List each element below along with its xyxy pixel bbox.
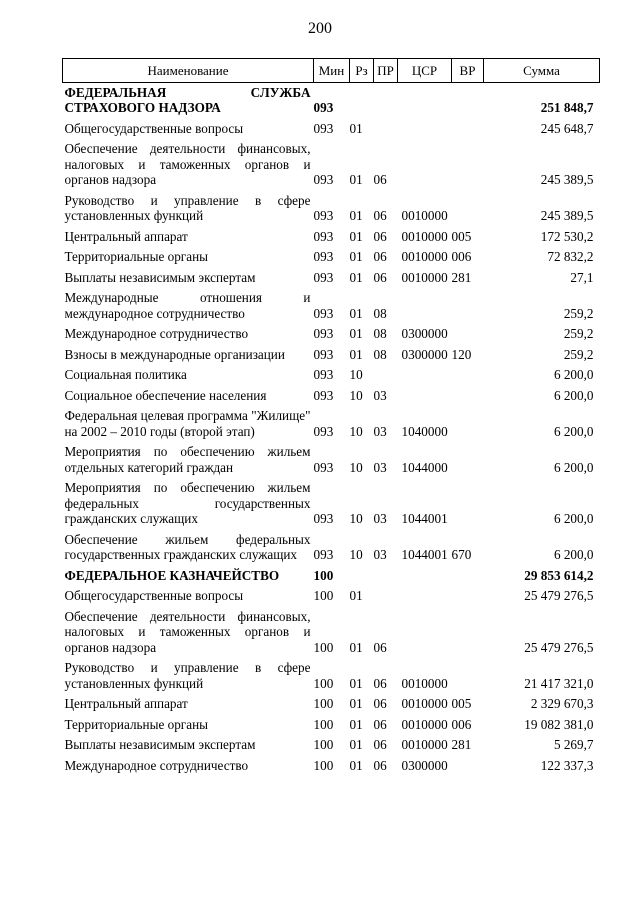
cell-vr [452,324,484,345]
cell-min: 100 [313,639,334,655]
cell-vr [452,442,484,478]
cell-rz: 01 [349,120,363,136]
cell-rz: 01 [349,737,363,752]
cell-min: 093 [313,367,334,382]
cell-vr [452,82,484,119]
cell-pr: 06 [373,737,387,752]
table-row [63,478,600,530]
cell-name: Мероприятия по обеспечению жильем отдельных категорий граждан [64,444,311,475]
cell-sum: 172 530,2 [540,228,594,244]
cell-rz: 01 [349,696,363,711]
cell-pr: 06 [373,696,387,711]
cell-csr: 0300000 [401,757,448,773]
cell-pr: 03 [373,459,387,475]
cell-name: Обеспечение деятельности финансовых, налоговых и таможенных органов и органов надзора [64,608,311,655]
cell-rz: 01 [349,249,363,264]
cell-vr [452,607,484,659]
cell-csr: 0010000 [401,249,448,264]
cell-min: 100 [313,567,334,583]
cell-rz: 01 [349,269,363,285]
table-row [63,227,600,248]
cell-csr [398,586,452,607]
cell-sum: 245 389,5 [540,208,594,223]
cell-rz: 01 [349,757,363,773]
cell-name: Социальное обеспечение населения [64,387,267,403]
cell-name: Территориальные органы [64,249,208,264]
cell-vr [452,566,484,587]
cell-pr: 06 [373,675,387,691]
cell-min: 093 [313,228,334,244]
cell-pr [374,119,398,140]
cell-vr [452,386,484,407]
cell-min: 100 [313,757,334,773]
cell-rz: 01 [349,346,363,362]
cell-rz: 10 [349,547,363,562]
cell-min: 100 [313,716,334,732]
cell-min: 093 [313,269,334,285]
cell-pr: 06 [373,269,387,285]
cell-min: 093 [313,100,334,115]
cell-vr [452,119,484,140]
table-row [63,386,600,407]
cell-pr [374,365,398,386]
cell-pr: 03 [373,547,387,562]
cell-rz: 10 [349,511,363,526]
cell-rz [350,82,374,119]
cell-sum: 259,2 [563,305,594,321]
cell-min: 093 [313,249,334,264]
cell-sum: 6 200,0 [553,511,594,526]
table-row [63,756,600,777]
cell-vr: 120 [451,346,472,362]
cell-min: 093 [313,459,334,475]
cell-name: Обеспечение деятельности финансовых, налоговых и таможенных органов и органов надзора [64,141,311,187]
cell-vr: 281 [451,737,472,752]
cell-csr: 1040000 [401,423,448,439]
table-row [63,658,600,694]
cell-min: 100 [313,737,334,752]
cell-sum: 6 200,0 [553,459,594,475]
header-sum: Сумма [484,59,600,83]
cell-rz: 01 [349,675,363,691]
cell-rz: 10 [349,387,363,403]
cell-vr: 006 [451,249,472,264]
cell-sum: 21 417 321,0 [524,675,594,691]
cell-pr: 06 [373,757,387,773]
cell-sum: 6 200,0 [553,547,594,562]
cell-sum: 259,2 [563,346,594,362]
cell-vr: 005 [451,696,472,711]
cell-pr: 06 [373,172,387,187]
table-row [63,268,600,289]
table-row [63,119,600,140]
cell-name: Территориальные органы [64,716,208,732]
cell-rz: 01 [349,326,363,341]
cell-vr [452,288,484,324]
table-row [63,365,600,386]
cell-csr: 1044001 [401,511,448,526]
cell-pr: 06 [373,228,387,244]
header-min: Мин [314,59,350,83]
cell-min: 093 [313,120,334,136]
cell-min: 100 [313,675,334,691]
cell-vr [452,478,484,530]
cell-csr [398,365,452,386]
cell-name: Взносы в международные организации [64,346,285,362]
cell-sum: 6 200,0 [553,387,594,403]
cell-min: 093 [313,423,334,439]
cell-pr: 06 [373,716,387,732]
cell-rz: 01 [349,588,363,603]
cell-sum: 259,2 [563,326,594,341]
cell-vr [452,365,484,386]
cell-rz: 01 [349,208,363,223]
table-body [63,82,600,776]
header-vr: ВР [452,59,484,83]
cell-min: 100 [313,588,334,603]
table-row [63,139,600,191]
cell-min: 093 [313,326,334,341]
cell-sum: 72 832,2 [547,249,594,264]
cell-name: Мероприятия по обеспечению жильем федеральных государственных гражданских служащих [64,480,311,526]
cell-csr: 0010000 [401,675,448,691]
cell-pr [374,586,398,607]
table-row [63,607,600,659]
cell-pr: 03 [373,423,387,439]
cell-name: Общегосударственные вопросы [64,120,244,136]
header-name: Наименование [63,59,314,83]
cell-min: 093 [313,172,334,187]
cell-sum: 6 200,0 [553,367,594,382]
cell-pr: 08 [373,346,387,362]
cell-csr [398,82,452,119]
table-row [63,586,600,607]
cell-pr: 06 [373,249,387,264]
table-row [63,694,600,715]
cell-name: Международное сотрудничество [64,326,249,341]
table-row [63,442,600,478]
cell-rz: 01 [349,228,363,244]
cell-sum: 2 329 670,3 [530,696,594,711]
cell-pr [374,82,398,119]
cell-sum: 29 853 614,2 [524,567,594,583]
header-pr: ПР [374,59,398,83]
cell-vr: 006 [451,716,472,732]
cell-sum: 19 082 381,0 [524,716,594,732]
cell-vr: 670 [451,547,472,562]
table-row [63,345,600,366]
table-header [63,59,600,83]
cell-min: 093 [313,305,334,321]
cell-name: Выплаты независимым экспертам [64,737,256,752]
cell-csr: 0010000 [401,269,448,285]
cell-min: 100 [313,696,334,711]
cell-name: Центральный аппарат [64,228,188,244]
cell-sum: 27,1 [570,269,594,285]
cell-name: Международное сотрудничество [64,757,249,773]
cell-name: Социальная политика [64,367,187,382]
cell-rz [350,566,374,587]
table-row [63,406,600,442]
table-row-section [63,82,600,119]
table-row [63,715,600,736]
cell-pr: 03 [373,511,387,526]
cell-vr: 281 [451,269,472,285]
table-row [63,191,600,227]
table-row [63,530,600,566]
cell-sum: 6 200,0 [553,423,594,439]
cell-csr [398,288,452,324]
table-row [63,324,600,345]
cell-rz: 10 [349,459,363,475]
cell-sum: 25 479 276,5 [524,588,594,603]
cell-rz: 10 [349,423,363,439]
cell-name: ФЕДЕРАЛЬНАЯ СЛУЖБА СТРАХОВОГО НАДЗОРА [64,84,311,115]
cell-name: ФЕДЕРАЛЬНОЕ КАЗНАЧЕЙСТВО [64,567,280,583]
page-number: 200 [308,20,332,37]
cell-csr: 0010000 [401,737,448,752]
table-header-row [63,59,600,83]
cell-csr: 0010000 [401,228,448,244]
cell-vr [452,756,484,777]
cell-sum: 122 337,3 [540,757,594,773]
table-row [63,735,600,756]
cell-name: Обеспечение жильем федеральных государственных гражданских служащих [64,531,311,562]
cell-csr: 0300000 [401,326,448,341]
cell-sum: 5 269,7 [553,737,594,752]
cell-min: 093 [313,346,334,362]
table-row-section [63,566,600,587]
cell-rz: 01 [349,172,363,187]
cell-name: Руководство и управление в сфере установленных функций [64,660,311,691]
cell-sum: 25 479 276,5 [524,639,594,655]
cell-vr [452,586,484,607]
cell-pr: 06 [373,208,387,223]
cell-min: 093 [313,511,334,526]
cell-csr: 1044000 [401,459,448,475]
cell-pr: 08 [373,305,387,321]
cell-pr: 08 [373,326,387,341]
cell-sum: 251 848,7 [540,100,594,115]
cell-name: Руководство и управление в сфере установленных функций [64,192,311,223]
cell-csr: 0300000 [401,346,448,362]
cell-min: 093 [313,387,334,403]
cell-name: Центральный аппарат [64,696,188,711]
cell-pr [374,566,398,587]
cell-name: Общегосударственные вопросы [64,588,244,603]
header-csr: ЦСР [398,59,452,83]
cell-name: Выплаты независимым экспертам [64,269,256,285]
table-row [63,288,600,324]
cell-vr [452,406,484,442]
cell-csr [398,607,452,659]
cell-rz: 10 [349,367,363,382]
cell-csr [398,566,452,587]
cell-vr: 005 [451,228,472,244]
cell-vr [452,658,484,694]
cell-min: 093 [313,208,334,223]
cell-pr: 06 [373,639,387,655]
cell-sum: 245 648,7 [540,120,594,136]
header-rz: Рз [350,59,374,83]
cell-csr: 1044001 [401,547,448,562]
cell-min: 093 [313,547,334,562]
cell-csr [398,139,452,191]
cell-pr: 03 [373,387,387,403]
cell-csr [398,386,452,407]
budget-table [62,58,600,776]
cell-name: Международные отношения и международное сотрудничество [64,290,311,321]
cell-vr [452,139,484,191]
cell-csr: 0010000 [401,716,448,732]
cell-rz: 01 [349,716,363,732]
cell-name: Федеральная целевая программа "Жилище" на 2002 – 2010 годы (второй этап) [64,408,311,439]
table-row [63,247,600,268]
cell-csr: 0010000 [401,208,448,223]
cell-vr [452,191,484,227]
cell-csr [398,119,452,140]
cell-csr: 0010000 [401,696,448,711]
cell-rz: 01 [349,305,363,321]
cell-sum: 245 389,5 [540,172,594,187]
cell-rz: 01 [349,639,363,655]
